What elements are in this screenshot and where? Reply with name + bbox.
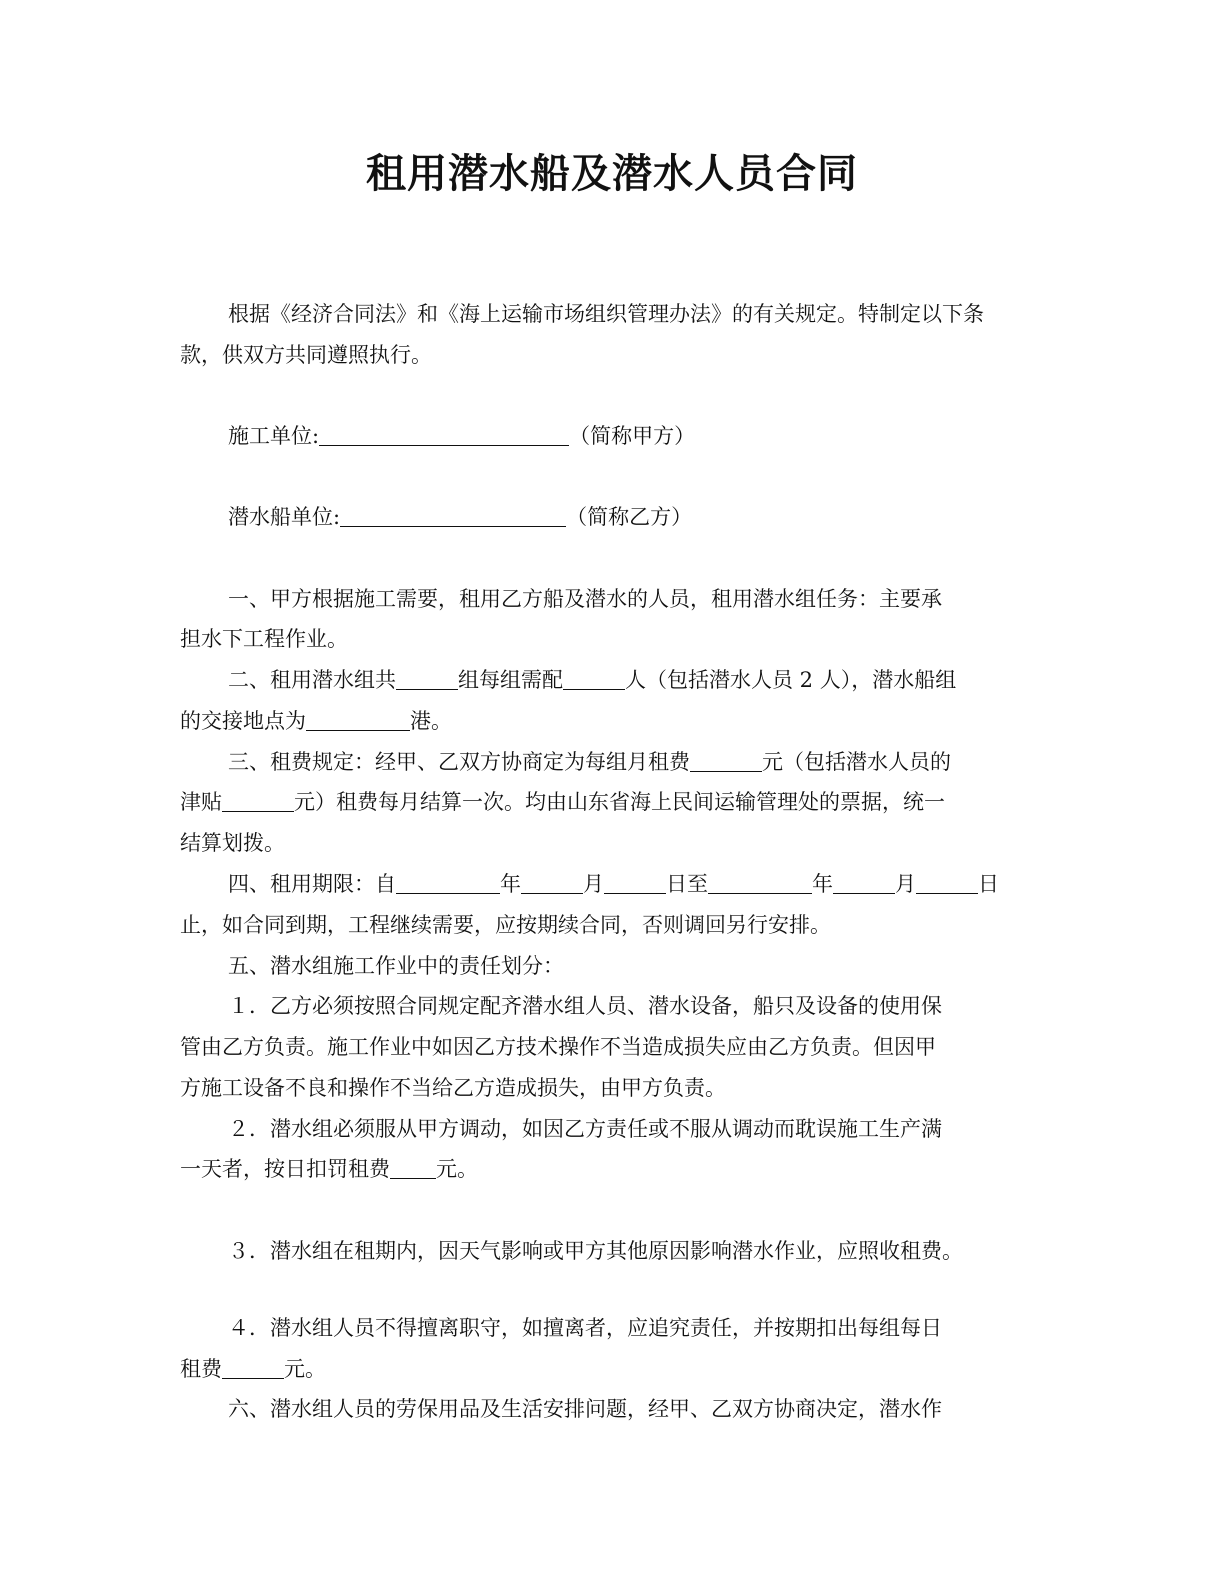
party-a-label: 施工单位:	[228, 424, 320, 448]
start-day-to-label: 日至	[666, 872, 708, 896]
intro-line-2: 款，供双方共同遵照执行。	[180, 343, 432, 367]
members-per-group-blank[interactable]	[563, 667, 625, 690]
clause-2-text-a: 二、租用潜水组共	[228, 668, 396, 692]
clause-5-item-1-line-1: １．乙方必须按照合同规定配齐潜水组人员、潜水设备，船只及设备的使用保	[228, 994, 942, 1018]
monthly-fee-blank[interactable]	[690, 749, 762, 772]
clause-2-line-2	[180, 706, 1050, 736]
end-month-blank[interactable]	[833, 871, 895, 894]
daily-fee-deduction-blank[interactable]	[222, 1356, 284, 1379]
start-month-blank[interactable]	[521, 871, 583, 894]
clause-3-line-1	[228, 747, 1050, 777]
party-b-line	[228, 502, 1050, 532]
clause-5-item-4-line-1: ４．潜水组人员不得擅离职守，如擅离者，应追究责任，并按期扣出每组每日	[228, 1316, 942, 1340]
clause-5-item-4-line-2	[180, 1354, 1050, 1384]
start-year-label: 年	[500, 872, 521, 896]
allowance-blank[interactable]	[222, 789, 294, 812]
start-month-label: 月	[583, 872, 604, 896]
clause-3-text-b: 元（包括潜水人员的	[762, 750, 951, 774]
clause-5-item-1-line-3: 方施工设备不良和操作不当给乙方造成损失，由甲方负责。	[180, 1076, 726, 1100]
end-month-label: 月	[895, 872, 916, 896]
clause-4-text-a: 四、租用期限：自	[228, 872, 396, 896]
party-a-blank[interactable]	[319, 423, 569, 446]
clause-3-text-c: 津贴	[180, 790, 222, 814]
clause-3-text-d: 元）租费每月结算一次。均由山东省海上民间运输管理处的票据，统一	[294, 790, 945, 814]
clause-3-line-2	[180, 787, 1050, 817]
daily-penalty-blank[interactable]	[390, 1156, 436, 1179]
document-title: 租用潜水船及潜水人员合同	[366, 150, 858, 197]
clause-4-line-1	[228, 869, 1050, 899]
group-count-blank[interactable]	[396, 667, 458, 690]
clause-2-line-1	[228, 665, 1050, 695]
end-year-label: 年	[812, 872, 833, 896]
clause-4-line-2: 止，如合同到期，工程继续需要，应按期续合同，否则调回另行安排。	[180, 913, 831, 937]
start-year-blank[interactable]	[396, 871, 500, 894]
clause-5-item-2-text-a: 一天者，按日扣罚租费	[180, 1157, 390, 1181]
clause-5-item-2-line-1: ２．潜水组必须服从甲方调动，如因乙方责任或不服从调动而耽误施工生产满	[228, 1117, 942, 1141]
party-b-blank[interactable]	[340, 504, 566, 527]
end-day-blank[interactable]	[916, 871, 978, 894]
clause-5-item-4-text-a: 租费	[180, 1357, 222, 1381]
clause-5-heading: 五、潜水组施工作业中的责任划分：	[228, 954, 564, 978]
handover-port-blank[interactable]	[306, 708, 410, 731]
end-year-blank[interactable]	[708, 871, 812, 894]
party-b-label: 潜水船单位:	[228, 505, 341, 529]
clause-5-item-2-text-b: 元。	[436, 1157, 478, 1181]
end-day-label: 日	[978, 872, 999, 896]
clause-6-line-1: 六、潜水组人员的劳保用品及生活安排问题，经甲、乙双方协商决定，潜水作	[228, 1397, 942, 1421]
clause-5-item-1-line-2: 管由乙方负责。施工作业中如因乙方技术操作不当造成损失应由乙方负责。但因甲	[180, 1035, 936, 1059]
clause-2-text-c: 人（包括潜水人员 2 人），潜水船组	[625, 668, 957, 692]
clause-1-line-2: 担水下工程作业。	[180, 627, 348, 651]
clause-1-line-1: 一、甲方根据施工需要，租用乙方船及潜水的人员，租用潜水组任务：主要承	[228, 587, 942, 611]
clause-2-text-e: 港。	[410, 709, 452, 733]
party-a-line	[228, 421, 1050, 451]
clause-5-item-4-text-b: 元。	[284, 1357, 326, 1381]
clause-5-item-3: ３．潜水组在租期内，因天气影响或甲方其他原因影响潜水作业，应照收租费。	[228, 1239, 963, 1263]
clause-3-line-3: 结算划拨。	[180, 831, 285, 855]
clause-3-text-a: 三、租费规定：经甲、乙双方协商定为每组月租费	[228, 750, 690, 774]
party-b-suffix: （简称乙方）	[566, 505, 693, 529]
party-a-suffix: （简称甲方）	[569, 424, 696, 448]
start-day-blank[interactable]	[604, 871, 666, 894]
clause-2-text-d: 的交接地点为	[180, 709, 306, 733]
clause-5-item-2-line-2	[180, 1154, 1050, 1184]
clause-2-text-b: 组每组需配	[458, 668, 563, 692]
intro-line-1: 根据《经济合同法》和《海上运输市场组织管理办法》的有关规定。特制定以下条	[228, 302, 984, 326]
